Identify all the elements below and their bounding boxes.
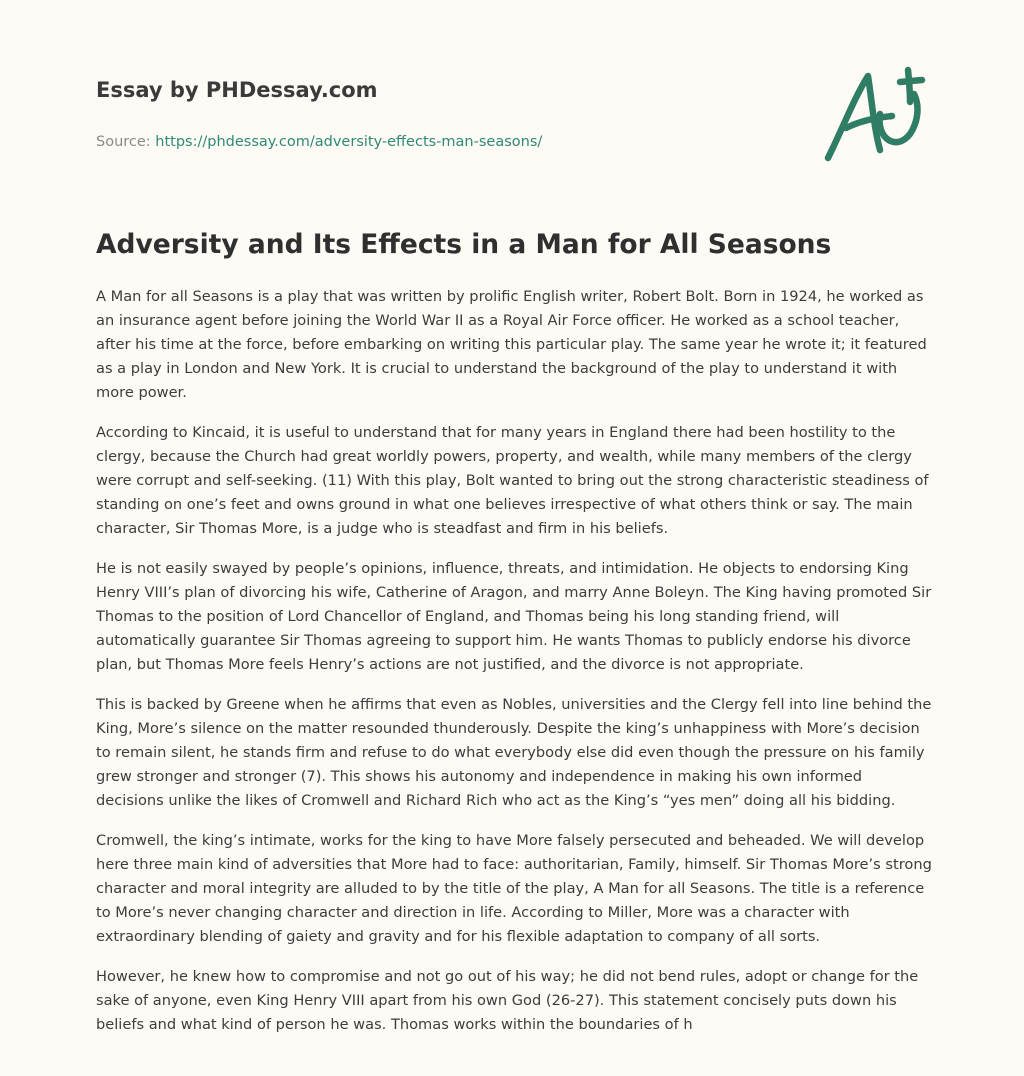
essay-paragraph: A Man for all Seasons is a play that was written by prolific English writer, Robert Bolt. Born in 1924, he worked as an insurance agent before joining the World War II as a Royal Air Force officer. He worked as a school teacher, after his time at the force, before embarking on writing this particular play. The same year he wrote it; it featured as a play in London and New York. It is crucial to understand the background of the play to understand it with more power. — [96, 288, 927, 401]
essay-paragraph: This is backed by Greene when he affirms that even as Nobles, universities and the Clergy fell into line behind the King, More’s silence on the matter resounded thunderously. Despite the king’s unhappiness with More’s decision to remain silent, he stands firm and refuse to do what everybody else did even though the pressure on his family grew stronger and stronger (7). This shows his autonomy and independence in making his own informed decisions unlike the likes of Cromwell and Richard Rich who act as the King’s “yes men” doing all his bidding. — [96, 696, 932, 809]
essay-header — [96, 74, 796, 152]
a-plus-logo-icon — [818, 66, 928, 166]
source-link[interactable]: https://phdessay.com/adversity-effects-man-seasons/ — [155, 134, 543, 150]
source-label: Source: — [96, 134, 156, 150]
essay-paragraph: However, he knew how to compromise and not go out of his way; he did not bend rules, adopt or change for the sake of anyone, even King Henry VIII apart from his own God (26-27). This statement concisely puts down his beliefs and what kind of person he was. Thomas works within the boundaries of h — [96, 968, 919, 1033]
essay-paragraph: Cromwell, the king’s intimate, works for the king to have More falsely persecuted and beheaded. We will develop here three main kind of adversities that More had to face: authoritarian, Family, himself. Sir Thomas More’s strong character and moral integrity are alluded to by the title of the play, A Man for all Seasons. The title is a reference to More’s never changing character and direction in life. According to Miller, More was a character with extraordinary blending of gaiety and gravity and for his flexible adaptation to company of all sorts. — [96, 832, 932, 945]
essay-paragraph: He is not easily swayed by people’s opinions, influence, threats, and intimidation. He objects to endorsing King Henry VIII’s plan of divorcing his wife, Catherine of Aragon, and marry Anne Boleyn. The King having promoted Sir Thomas to the position of Lord Chancellor of England, and Thomas being his long standing friend, will automatically guarantee Sir Thomas agreeing to support him. He wants Thomas to publicly endorse his divorce plan, but Thomas More feels Henry’s actions are not justified, and the divorce is not appropriate. — [96, 560, 932, 673]
site-brand: Essay by PHDessay.com — [96, 78, 378, 102]
essay-paragraph: According to Kincaid, it is useful to understand that for many years in England there had been hostility to the clergy, because the Church had great worldly powers, property, and wealth, while many members of the clergy were corrupt and self-seeking. (11) With this play, Bolt wanted to bring out the strong characteristic steadiness of standing on one’s feet and owns ground in what one believes irrespective of what others think or say. The main character, Sir Thomas More, is a judge who is steadfast and firm in his beliefs. — [96, 424, 929, 537]
essay-body — [96, 285, 932, 1053]
source-line — [96, 132, 796, 152]
essay-title: Adversity and Its Effects in a Man for All Seasons — [96, 229, 832, 260]
